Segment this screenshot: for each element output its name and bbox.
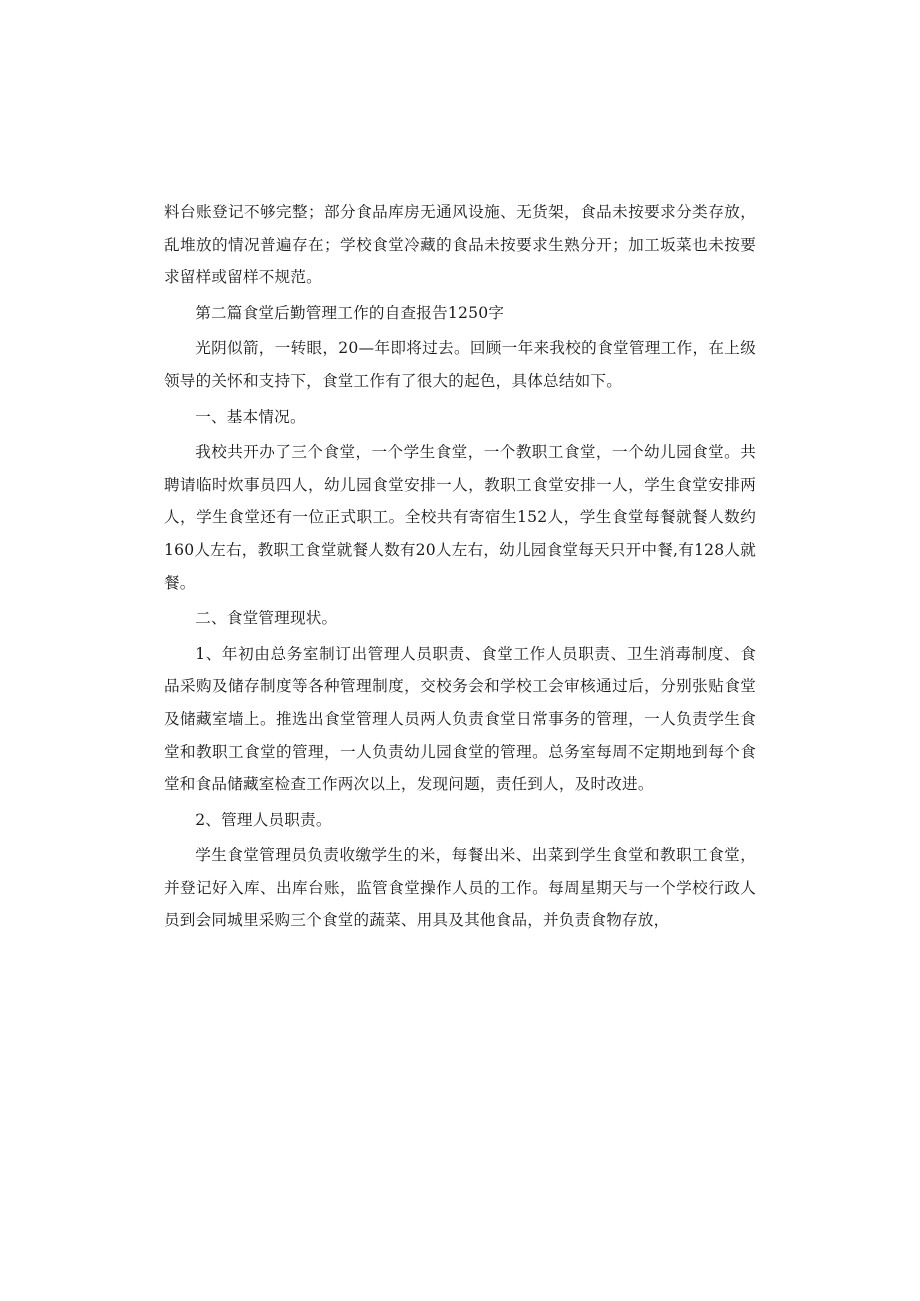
subheading-duties: 2、管理人员职责。	[195, 810, 332, 829]
paragraph-continued: 料台账登记不够完整；部分食品库房无通风设施、无货架，食品未按要求分类存放，乱堆放的情况普遍存在；学校食堂冷藏的食品未按要求生熟分开；加工坂菜也未按要求留样或留样不规范。	[164, 203, 756, 287]
article-title: 第二篇食堂后勤管理工作的自查报告1250字	[195, 303, 505, 322]
paragraph-duties: 学生食堂管理员负责收缴学生的米，每餐出米、出菜到学生食堂和教职工食堂，并登记好入库、出库台账，监管食堂操作人员的工作。每周星期天与一个学校行政人员到会同城里采购三个食堂的蔬菜、用具及其他食品，并负责食物存放，	[164, 846, 756, 930]
section-heading-basic: 一、基本情况。	[195, 407, 306, 426]
paragraph-item-1: 1、年初由总务室制订出管理人员职责、食堂工作人员职责、卫生消毒制度、食品采购及储存制度等各种管理制度，交校务会和学校工会审核通过后，分别张贴食堂及储藏室墙上。推选出食堂管理人员两人负责食堂日常事务的管理，一人负责学生食堂和教职工食堂的管理，一人负责幼儿园食堂的管理。总务室每周不定期地到每个食堂和食品储藏室检查工作两次以上，发现问题，责任到人，及时改进。	[164, 644, 756, 794]
section-heading-management: 二、食堂管理现状。	[195, 609, 338, 628]
document-body	[164, 196, 756, 940]
paragraph-basic-situation: 我校共开办了三个食堂，一个学生食堂，一个教职工食堂，一个幼儿园食堂。共聘请临时炊事员四人，幼儿园食堂安排一人，教职工食堂安排一人，学生食堂安排两人，学生食堂还有一位正式职工。全校共有寄宿生152人，学生食堂每餐就餐人数约160人左右，教职工食堂就餐人数有20人左右，幼儿园食堂每天只开中餐,有128人就餐。	[164, 443, 756, 592]
paragraph-intro: 光阴似箭，一转眼，20—年即将过去。回顾一年来我校的食堂管理工作，在上级领导的关怀和支持下，食堂工作有了很大的起色，具体总结如下。	[164, 339, 756, 390]
